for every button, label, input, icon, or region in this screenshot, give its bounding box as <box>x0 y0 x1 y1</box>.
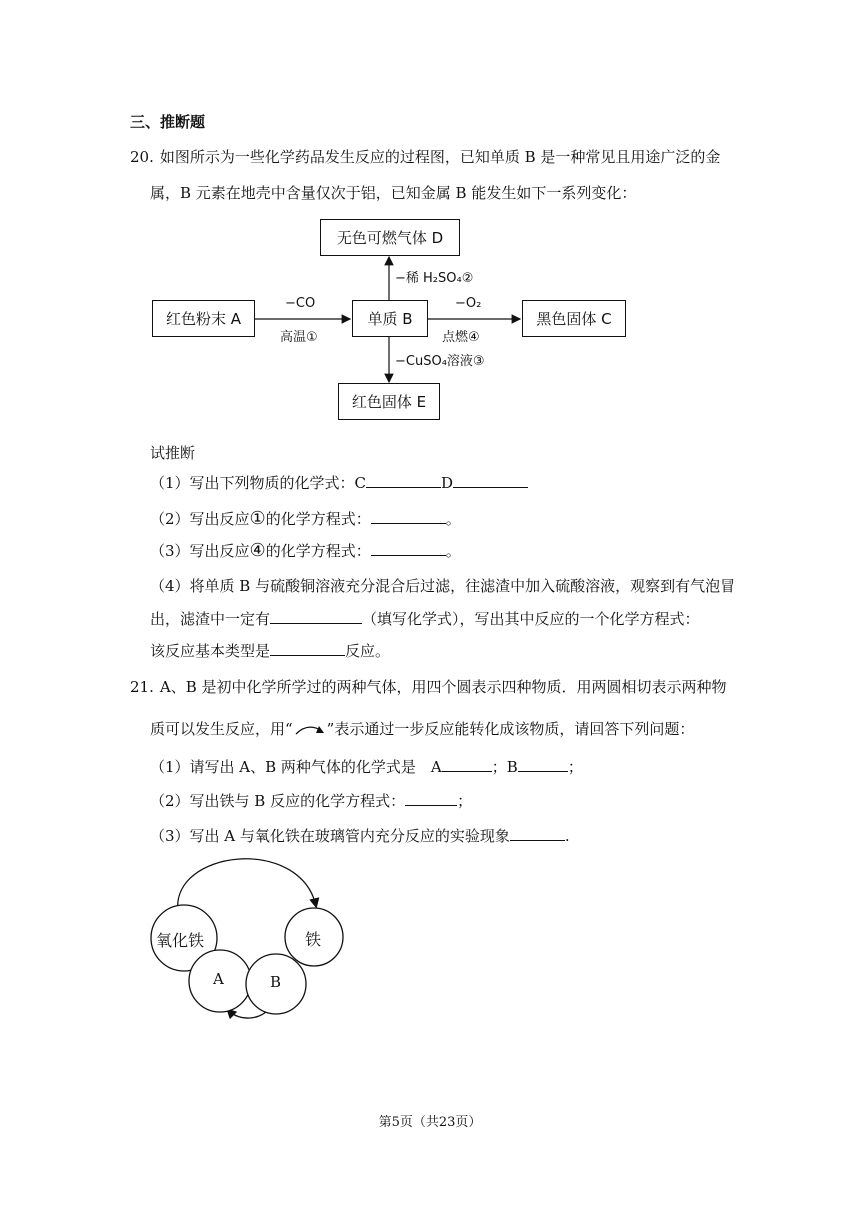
arrow2-label: −稀 H₂SO₄② <box>395 271 474 286</box>
q20-part2-text: （2）写出反应 <box>150 510 250 528</box>
q20-part4-type-end: 反应。 <box>345 642 391 660</box>
label-iron-oxide: 氧化铁 <box>156 931 205 950</box>
q21-stem-2b: ”表示通过一步反应能转化成该物质，请回答下列问题： <box>326 720 695 738</box>
q20-part3-end: 。 <box>445 542 461 560</box>
q20-part1-d: D <box>441 474 454 492</box>
q21-part1-b: ；B <box>491 758 518 776</box>
label-a: A <box>213 970 224 988</box>
q20-part2-end: 。 <box>445 510 461 528</box>
q21-part3-text: （3）写出 A 与氧化铁在玻璃管内充分反应的实验现象 <box>150 827 510 845</box>
q20-part4-text: 出，滤渣中一定有 <box>150 610 271 628</box>
arrow-fe2o3-to-fe <box>178 859 316 912</box>
box-b: 单质 B <box>352 300 428 337</box>
q21-part1-text: （1）请写出 A、B 两种气体的化学式是 A <box>150 758 442 776</box>
q20-part3-text: （3）写出反应 <box>150 542 250 560</box>
arrow4-reagent: −O₂ <box>455 296 482 311</box>
q21-number: 21. <box>130 678 154 696</box>
q20-part1-text: （1）写出下列物质的化学式：C <box>150 474 367 492</box>
label-b: B <box>270 973 282 991</box>
box-d: 无色可燃气体 D <box>320 219 460 256</box>
q20-prompt: 试推断 <box>150 444 196 462</box>
q21-stem-2a: 质可以发生反应，用“ <box>150 720 293 738</box>
q21-part3-end: . <box>564 827 570 845</box>
arrow1-reagent: −CO <box>285 296 316 311</box>
q20-stem-1: 如图所示为一些化学药品发生反应的过程图，已知单质 B 是一种常见且用途广泛的金 <box>159 148 721 166</box>
q20-part4-line1: （4）将单质 B 与硫酸铜溶液充分混合后过滤，往滤渣中加入硫酸溶液，观察到有气泡冒 <box>150 577 736 595</box>
q21-stem-1: A、B 是初中化学所学过的两种气体，用四个圆表示四种物质．用两圆相切表示两种物 <box>159 678 727 696</box>
section-title: 三、推断题 <box>130 113 206 131</box>
arrow1-condition: 高温① <box>280 330 318 345</box>
arrow3-label: −CuSO₄溶液③ <box>395 354 485 369</box>
box-e: 红色固体 E <box>338 383 440 420</box>
label-iron: 铁 <box>305 930 322 949</box>
q20-stem-2: 属，B 元素在地壳中含量仅次于铝，已知金属 B 能发生如下一系列变化： <box>150 184 637 202</box>
q20-part4-type-text: 该反应基本类型是 <box>150 642 271 660</box>
box-a: 红色粉末 A <box>152 300 255 337</box>
arrow4-condition: 点燃④ <box>442 330 480 345</box>
box-c: 黑色固体 C <box>522 300 626 337</box>
q20-part4-text-b: （填写化学式），写出其中反应的一个化学方程式： <box>362 610 700 628</box>
page-footer: 第5页（共23页） <box>378 1115 482 1130</box>
q21-part2-end: ； <box>457 792 473 810</box>
q20-number: 20. <box>130 148 154 166</box>
q20-part3-text-b: 的化学方程式： <box>265 542 371 560</box>
q20-part2-num: ① <box>249 508 266 529</box>
q21-part1-end: ； <box>567 758 583 776</box>
q21-part2-text: （2）写出铁与 B 反应的化学方程式： <box>150 792 406 810</box>
q20-part2-text-b: 的化学方程式： <box>265 510 371 528</box>
q20-part3-num: ④ <box>249 540 266 561</box>
